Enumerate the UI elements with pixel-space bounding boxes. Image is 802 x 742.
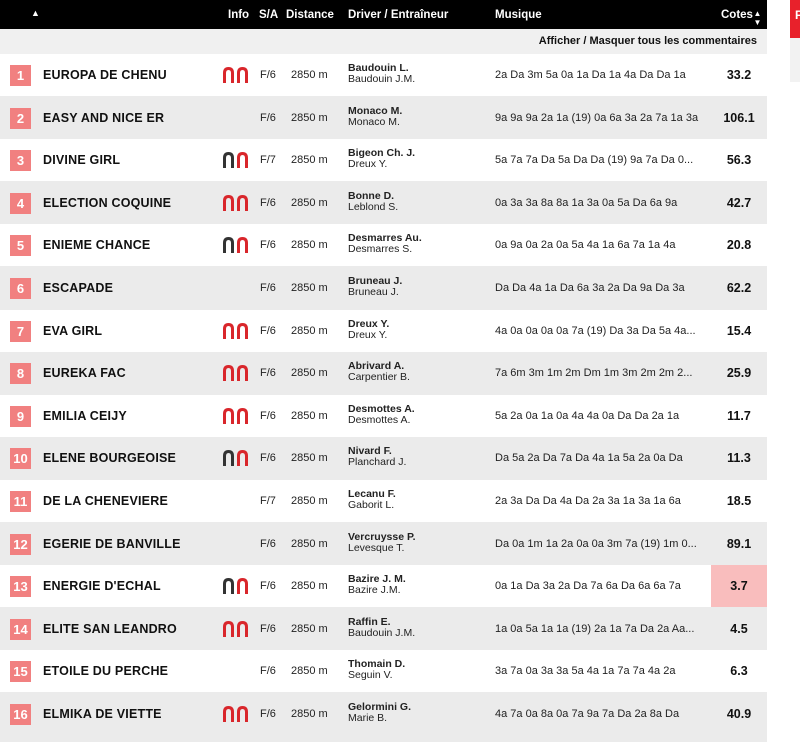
table-row[interactable] [0, 437, 767, 479]
musique: 0a 1a Da 3a 2a Da 7a 6a Da 6a 6a 7a [495, 580, 681, 593]
trainer-name[interactable]: Baudouin J.M. [348, 73, 416, 85]
table-row[interactable] [0, 139, 767, 181]
table-header [0, 0, 767, 29]
driver-name[interactable]: Bruneau J. [348, 275, 403, 287]
driver-trainer[interactable] [348, 574, 406, 596]
trainer-name[interactable]: Planchard J. [348, 456, 407, 469]
horse-name[interactable]: ENERGIE D'ECHAL [43, 579, 161, 594]
musique: 9a 9a 9a 2a 1a (19) 0a 6a 3a 2a 7a 1a 3a [495, 111, 699, 124]
horse-name[interactable]: DE LA CHENEVIERE [43, 494, 168, 508]
table-row[interactable] [0, 182, 767, 224]
distance: 2850 m [291, 580, 328, 593]
table-row[interactable] [0, 693, 767, 735]
runner-number: 7 [10, 321, 31, 342]
driver-name[interactable]: Baudouin L. [348, 62, 409, 74]
runner-number: 4 [10, 193, 31, 214]
driver-trainer[interactable] [348, 191, 398, 213]
musique: Da Da 4a 1a Da 6a 3a 2a Da 9a Da 3a [495, 282, 685, 294]
musique: 3a 7a 0a 3a 3a 5a 4a 1a 7a 7a 4a 2a [495, 665, 676, 678]
horseshoe-icon [221, 194, 251, 212]
table-row[interactable] [0, 565, 767, 607]
sex-age: F/6 [260, 452, 276, 465]
cote-value[interactable]: 4.5 [730, 621, 748, 636]
driver-trainer[interactable] [348, 702, 411, 724]
trainer-name[interactable]: Carpentier B. [348, 371, 410, 384]
driver-name[interactable]: Bigeon Ch. J. [348, 147, 416, 160]
cote-value[interactable]: 18.5 [726, 494, 752, 508]
horseshoe-icon [221, 109, 251, 127]
cote-value[interactable]: 15.4 [726, 323, 752, 338]
distance: 2850 m [291, 708, 328, 720]
horseshoe-icon [221, 66, 251, 84]
trainer-name[interactable]: Desmottes A. [348, 413, 411, 426]
cote-value[interactable]: 42.7 [726, 195, 752, 210]
trainer-name[interactable]: Marie B. [348, 712, 388, 724]
sex-age: F/6 [260, 665, 276, 678]
horse-name[interactable]: ELENE BOURGEOISE [43, 451, 177, 466]
horse-name[interactable]: EVA GIRL [43, 323, 103, 338]
trainer-name[interactable]: Baudouin J.M. [348, 626, 416, 639]
table-row[interactable] [0, 54, 767, 96]
driver-trainer[interactable] [348, 63, 415, 85]
driver-trainer[interactable] [348, 276, 402, 298]
cote-value[interactable]: 6.3 [730, 664, 748, 679]
horseshoe-icon [221, 449, 251, 467]
distance: 2850 m [291, 111, 328, 124]
table-row[interactable] [0, 608, 767, 650]
driver-trainer[interactable] [348, 532, 416, 554]
driver-trainer[interactable] [348, 446, 406, 468]
runner-number: 12 [10, 534, 31, 555]
sort-arrow-icon[interactable]: ▲ [31, 8, 40, 18]
driver-trainer[interactable] [348, 489, 396, 511]
driver-name[interactable]: Vercruysse P. [348, 530, 416, 543]
trainer-name[interactable]: Dreux Y. [348, 158, 388, 171]
runner-number: 3 [10, 150, 31, 171]
horseshoe-icon [221, 407, 251, 425]
trainer-name[interactable]: Bruneau J. [348, 286, 399, 298]
musique: 5a 2a 0a 1a 0a 4a 4a 0a Da Da 2a 1a [495, 409, 680, 422]
toggle-comments-link[interactable]: Afficher / Masquer tous les commentaires [538, 35, 757, 47]
cote-value[interactable]: 20.8 [726, 238, 752, 253]
cote-value[interactable]: 3.7 [711, 565, 767, 607]
musique: 1a 0a 5a 1a 1a (19) 2a 1a 7a Da 2a Aa... [495, 622, 695, 635]
horse-name[interactable]: EUROPA DE CHENU [43, 68, 167, 82]
distance: 2850 m [291, 282, 328, 294]
trainer-name[interactable]: Monaco M. [348, 115, 400, 128]
table-row[interactable] [0, 523, 767, 565]
side-tab-label: F [795, 8, 802, 22]
driver-trainer[interactable] [348, 404, 415, 426]
musique: 0a 9a 0a 2a 0a 5a 4a 1a 6a 7a 1a 4a [495, 239, 676, 252]
trainer-name[interactable]: Leblond S. [348, 200, 399, 213]
runner-number: 1 [10, 65, 31, 86]
table-row[interactable] [0, 97, 767, 139]
cote-value[interactable]: 33.2 [726, 68, 752, 82]
driver-name[interactable]: Raffin E. [348, 615, 391, 628]
horse-name[interactable]: EGERIE DE BANVILLE [43, 536, 181, 551]
horseshoe-icon [221, 705, 251, 723]
sex-age: F/6 [260, 580, 276, 593]
cote-value[interactable]: 89.1 [726, 536, 752, 551]
driver-name[interactable]: Desmarres Au. [348, 232, 422, 245]
distance: 2850 m [291, 69, 328, 81]
trainer-name[interactable]: Levesque T. [348, 541, 405, 554]
musique: 4a 7a 0a 8a 0a 7a 9a 7a Da 2a 8a Da [495, 708, 680, 720]
driver-name[interactable]: Thomain D. [348, 658, 406, 671]
driver-name[interactable]: Lecanu F. [348, 488, 396, 500]
driver-trainer[interactable] [348, 106, 402, 128]
trainer-name[interactable]: Desmarres S. [348, 243, 413, 256]
horseshoe-icon [221, 492, 251, 510]
musique: Da 5a 2a Da 7a Da 4a 1a 5a 2a 0a Da [495, 452, 683, 465]
musique: Da 0a 1m 1a 2a 0a 0a 3m 7a (19) 1m 0... [495, 537, 697, 550]
table-row[interactable] [0, 480, 767, 522]
horse-name[interactable]: EMILIA CEIJY [43, 408, 127, 423]
runner-number: 9 [10, 406, 31, 427]
driver-trainer[interactable] [348, 319, 389, 341]
horse-name[interactable]: ESCAPADE [43, 281, 114, 295]
trainer-name[interactable]: Seguin V. [348, 669, 393, 682]
sex-age: F/6 [260, 409, 276, 422]
table-row[interactable] [0, 650, 767, 692]
table-row[interactable] [0, 224, 767, 266]
musique: 4a 0a 0a 0a 0a 7a (19) Da 3a Da 5a 4a... [495, 324, 696, 337]
horse-name[interactable]: ETOILE DU PERCHE [43, 664, 169, 679]
distance: 2850 m [291, 324, 328, 337]
sex-age: F/6 [260, 708, 276, 720]
horse-name[interactable]: EUREKA FAC [43, 366, 126, 381]
musique: 2a Da 3m 5a 0a 1a Da 1a 4a Da Da 1a [495, 69, 686, 81]
cote-value[interactable]: 62.2 [726, 281, 752, 295]
cote-value[interactable]: 25.9 [726, 366, 752, 381]
horse-name[interactable]: DIVINE GIRL [43, 153, 121, 168]
col-info[interactable]: Info [228, 9, 250, 21]
sex-age: F/6 [260, 622, 276, 635]
distance: 2850 m [291, 495, 328, 507]
horseshoe-icon [221, 322, 251, 340]
table-row[interactable] [0, 267, 767, 309]
driver-name[interactable]: Nivard F. [348, 445, 392, 458]
cote-value[interactable]: 56.3 [726, 153, 752, 168]
runner-number: 6 [10, 278, 31, 299]
sex-age: F/6 [260, 367, 276, 380]
sex-age: F/7 [260, 495, 276, 507]
musique: 2a 3a Da Da 4a Da 2a 3a 1a 3a 1a 6a [495, 495, 681, 507]
horse-name[interactable]: EASY AND NICE ER [43, 110, 165, 125]
sex-age: F/6 [260, 537, 276, 550]
driver-name[interactable]: Gelormini G. [348, 701, 412, 713]
horse-name[interactable]: ELECTION COQUINE [43, 195, 172, 210]
distance: 2850 m [291, 367, 328, 380]
col-sa[interactable]: S/A [259, 9, 279, 21]
table-row[interactable] [0, 395, 767, 437]
distance: 2850 m [291, 239, 328, 252]
distance: 2850 m [291, 196, 328, 209]
horseshoe-icon [221, 662, 251, 680]
col-cotes[interactable]: Cotes [721, 9, 753, 21]
sex-age: F/7 [260, 154, 276, 167]
musique: 5a 7a 7a Da 5a Da Da (19) 9a 7a Da 0... [495, 154, 694, 167]
trainer-name[interactable]: Bazire J.M. [348, 584, 401, 597]
comments-bar [0, 29, 767, 54]
sex-age: F/6 [260, 239, 276, 252]
horseshoe-icon [221, 620, 251, 638]
distance: 2850 m [291, 537, 328, 550]
distance: 2850 m [291, 409, 328, 422]
sex-age: F/6 [260, 69, 276, 81]
horse-name[interactable]: ELMIKA DE VIETTE [43, 707, 162, 721]
driver-name[interactable]: Monaco M. [348, 104, 403, 117]
cote-value[interactable]: 11.7 [727, 408, 751, 423]
horse-name[interactable]: ELITE SAN LEANDRO [43, 621, 177, 636]
horse-name[interactable]: ENIEME CHANCE [43, 238, 151, 253]
driver-name[interactable]: Dreux Y. [348, 317, 390, 330]
runner-number: 5 [10, 235, 31, 256]
musique: 0a 3a 3a 8a 8a 1a 3a 0a 5a Da 6a 9a [495, 196, 678, 209]
driver-trainer[interactable] [348, 659, 405, 681]
driver-name[interactable]: Bonne D. [348, 189, 395, 202]
distance: 2850 m [291, 452, 328, 465]
runner-number: 2 [10, 108, 31, 129]
sort-updown-icon[interactable]: ▲▼ [753, 9, 762, 27]
distance: 2850 m [291, 154, 328, 167]
table-row[interactable] [0, 310, 767, 352]
driver-name[interactable]: Bazire J. M. [348, 573, 406, 586]
driver-trainer[interactable] [348, 617, 415, 639]
cote-value[interactable]: 11.3 [727, 451, 751, 466]
col-driver[interactable]: Driver / Entraîneur [348, 9, 449, 21]
sex-age: F/6 [260, 282, 276, 294]
horseshoe-icon [221, 364, 251, 382]
runner-number: 11 [10, 491, 31, 512]
runner-number: 15 [10, 661, 31, 682]
driver-name[interactable]: Abrivard A. [348, 360, 405, 373]
runner-number: 8 [10, 363, 31, 384]
driver-trainer[interactable] [348, 148, 415, 170]
musique: 7a 6m 3m 1m 2m Dm 1m 3m 2m 2m 2... [495, 367, 693, 380]
col-distance[interactable]: Distance [286, 9, 334, 21]
horseshoe-icon [221, 151, 251, 169]
distance: 2850 m [291, 622, 328, 635]
cote-value[interactable]: 106.1 [723, 110, 755, 125]
col-musique[interactable]: Musique [495, 9, 542, 21]
runner-number: 13 [10, 576, 31, 597]
table-row[interactable] [0, 352, 767, 394]
horseshoe-icon [221, 236, 251, 254]
sex-age: F/6 [260, 324, 276, 337]
side-panel [790, 38, 800, 82]
driver-trainer[interactable] [348, 233, 422, 255]
sex-age: F/6 [260, 111, 276, 124]
driver-trainer[interactable] [348, 361, 410, 383]
horseshoe-icon [221, 535, 251, 553]
trainer-name[interactable]: Dreux Y. [348, 328, 388, 341]
runner-number: 16 [10, 704, 31, 725]
horseshoe-icon [221, 279, 251, 297]
horseshoe-icon [221, 577, 251, 595]
sex-age: F/6 [260, 196, 276, 209]
cote-value[interactable]: 40.9 [726, 707, 752, 721]
driver-name[interactable]: Desmottes A. [348, 402, 415, 415]
runner-number: 10 [10, 448, 31, 469]
trainer-name[interactable]: Gaborit L. [348, 499, 395, 511]
distance: 2850 m [291, 665, 328, 678]
runner-number: 14 [10, 619, 31, 640]
